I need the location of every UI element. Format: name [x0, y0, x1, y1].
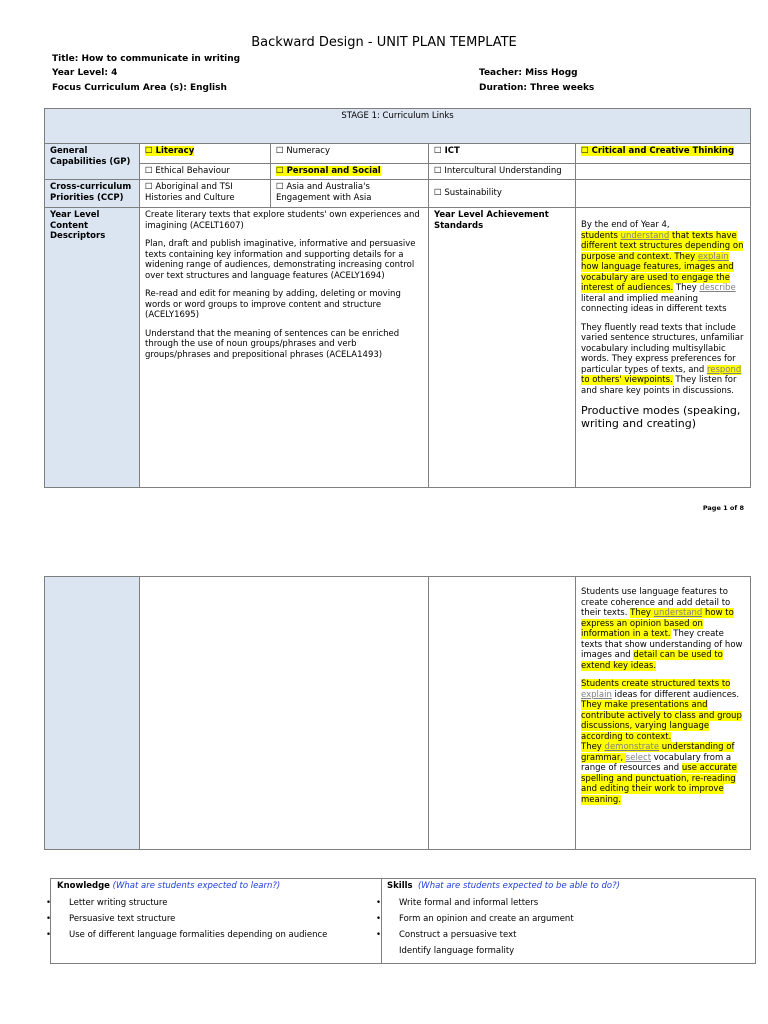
skills-item: • Form an opinion and create an argument — [376, 914, 574, 924]
skills-item-text: Write formal and informal letters — [399, 898, 539, 908]
knowledge-header — [51, 879, 381, 893]
achievement-paragraph-1 — [581, 231, 745, 315]
stage1-heading: STAGE 1: Curriculum Links — [45, 109, 751, 144]
continuation-paragraph-2 — [581, 679, 745, 805]
document-title: Backward Design - UNIT PLAN TEMPLATE — [251, 35, 517, 50]
gc-critical-thinking-label: ☐ Critical and Creative Thinking — [581, 146, 735, 156]
gc-ethical-behaviour[interactable]: ☐ Ethical Behaviour — [140, 164, 271, 180]
skills-item: • Write formal and informal letters — [376, 898, 539, 908]
achievement-text: detail can be used to extend key ideas. — [581, 650, 723, 671]
ccp-sustainability[interactable]: ☐ Sustainability — [429, 180, 576, 208]
achievement-text: students — [581, 230, 621, 241]
knowledge-list — [46, 896, 381, 944]
ccp-aboriginal[interactable]: ☐ Aboriginal and TSI Histories and Culture — [140, 180, 271, 208]
focus-area: Focus Curriculum Area (s): English — [52, 83, 227, 93]
achievement-standards — [576, 208, 751, 488]
keyword-demonstrate: demonstrate — [604, 742, 660, 752]
achievement-text: They — [630, 608, 654, 618]
achievement-text: vocabulary from a range of resources and — [581, 752, 732, 773]
achievement-text: understanding of grammar, — [581, 742, 735, 763]
skills-list — [376, 896, 755, 960]
continuation-table — [44, 576, 751, 850]
knowledge-label: Knowledge — [57, 881, 110, 891]
content-descriptors — [140, 208, 429, 488]
skills-item-text: Form an opinion and create an argument — [399, 914, 574, 924]
achievement-text: ideas for different audiences. — [611, 689, 740, 700]
knowledge-item-text: Persuasive text structure — [69, 914, 176, 924]
knowledge-question: (What are students expected to learn?) — [112, 881, 281, 891]
achievement-text: Students use language features to create coherence and add detail to their texts. — [581, 587, 731, 618]
descriptor-3: Re-read and edit for meaning by adding, deleting or moving words or word groups to improve content and structure (ACELY1695) — [145, 289, 401, 320]
achievement-paragraph-2 — [581, 323, 745, 397]
ccp-empty-cell — [576, 180, 751, 208]
knowledge-skills-box — [46, 878, 756, 964]
continuation-label2-cell — [429, 577, 576, 850]
knowledge-item: • Letter writing structure — [46, 898, 168, 908]
achievement-text: to others' viewpoints. — [581, 375, 673, 385]
gc-empty-cell — [576, 164, 751, 180]
keyword-select: select — [625, 752, 652, 763]
keyword-explain: explain — [697, 251, 729, 262]
knowledge-item: • Persuasive text structure — [46, 914, 176, 924]
skills-item-text: Identify language formality — [399, 946, 515, 956]
skills-column — [376, 879, 755, 963]
duration: Duration: Three weeks — [479, 83, 595, 93]
knowledge-item-text: Use of different language formalities depending on audience — [69, 930, 328, 940]
continuation-label-cell — [45, 577, 140, 850]
skills-header — [381, 879, 755, 893]
descriptor-1: Create literary texts that explore students' own experiences and imagining (ACELT1607) — [145, 210, 420, 231]
knowledge-item: • Use of different language formalities depending on audience — [46, 930, 328, 940]
ylcd-label: Year Level Content Descriptors — [45, 208, 140, 488]
skills-label: Skills — [387, 881, 413, 891]
continuation-achievement — [576, 577, 751, 850]
ccp-label: Cross-curriculum Priorities (CCP) — [45, 180, 140, 208]
gc-literacy[interactable] — [140, 144, 271, 164]
achievement-text: They listen for and share key points in discussions. — [581, 375, 737, 396]
continuation-descriptors-cell — [140, 577, 429, 850]
achievement-text: They — [581, 742, 605, 752]
teacher: Teacher: Miss Hogg — [479, 68, 578, 78]
achievement-text: that texts have different text structures depending on purpose and context. They — [581, 230, 744, 262]
keyword-explain: explain — [581, 689, 612, 700]
descriptor-2: Plan, draft and publish imaginative, informative and persuasive texts containing key information and supporting details for a widening range of audiences, demonstrating increasing control over text structures and language features (ACELY1694) — [145, 239, 416, 281]
year-level: Year Level: 4 — [52, 68, 118, 78]
skills-item — [381, 944, 755, 960]
achievement-intro: By the end of Year 4, — [581, 220, 670, 230]
knowledge-item-text: Letter writing structure — [69, 898, 168, 908]
gc-personal-social[interactable] — [271, 164, 429, 180]
curriculum-links-table — [44, 108, 751, 488]
keyword-describe: describe — [699, 283, 736, 293]
unit-title: Title: How to communicate in writing — [52, 54, 241, 64]
achievement-label: Year Level Achievement Standards — [429, 208, 576, 488]
gc-intercultural[interactable]: ☐ Intercultural Understanding — [429, 164, 576, 180]
achievement-text: how language features, images and vocabulary are used to engage the interest of audiences. — [581, 262, 734, 293]
achievement-text: They make presentations and contribute actively to class and group discussions, varying language according to context. — [581, 700, 742, 742]
gc-personal-social-label: ☐ Personal and Social — [276, 166, 381, 176]
gc-critical-thinking[interactable] — [576, 144, 751, 164]
skills-item: • Construct a persuasive text — [376, 930, 517, 940]
achievement-text: They create texts that show understanding of how images and — [581, 629, 743, 660]
descriptor-4: Understand that the meaning of sentences can be enriched through the use of noun groups/phrases and verb groups/phrases and prepositional phrases (ACELA1493) — [145, 328, 400, 360]
gc-ict[interactable]: ☐ ICT — [429, 144, 576, 164]
achievement-text: They fluently read texts that include varied sentence structures, unfamiliar vocabulary including multisyllabic words. They express preferences for particular types of texts, and — [581, 322, 744, 375]
knowledge-column — [46, 879, 382, 963]
continuation-paragraph-1 — [581, 587, 745, 671]
skills-item-text: Construct a persuasive text — [399, 930, 517, 940]
ccp-asia[interactable]: ☐ Asia and Australia's Engagement with Asia — [271, 180, 429, 208]
achievement-text: how to express an opinion based on information in a text. — [581, 608, 734, 639]
achievement-text: Students create structured texts to — [581, 679, 731, 689]
keyword-respond: respond — [706, 364, 742, 375]
gc-label: General Capabilities (GP) — [45, 144, 140, 180]
productive-modes: Productive modes (speaking, writing and creating) — [581, 404, 741, 430]
achievement-text: literal and implied meaning connecting ideas in different texts — [581, 293, 727, 314]
keyword-understand: understand — [653, 608, 703, 618]
gc-literacy-label: ☐ Literacy — [145, 146, 195, 156]
skills-question: (What are students expected to be able to do?) — [417, 881, 620, 891]
page-number: Page 1 of 8 — [702, 504, 744, 512]
achievement-text: They — [673, 283, 700, 293]
gc-numeracy[interactable]: ☐ Numeracy — [271, 144, 429, 164]
achievement-text: use accurate spelling and punctuation, re-reading and editing their work to improve meaning. — [581, 763, 737, 805]
keyword-understand: understand — [620, 230, 670, 241]
